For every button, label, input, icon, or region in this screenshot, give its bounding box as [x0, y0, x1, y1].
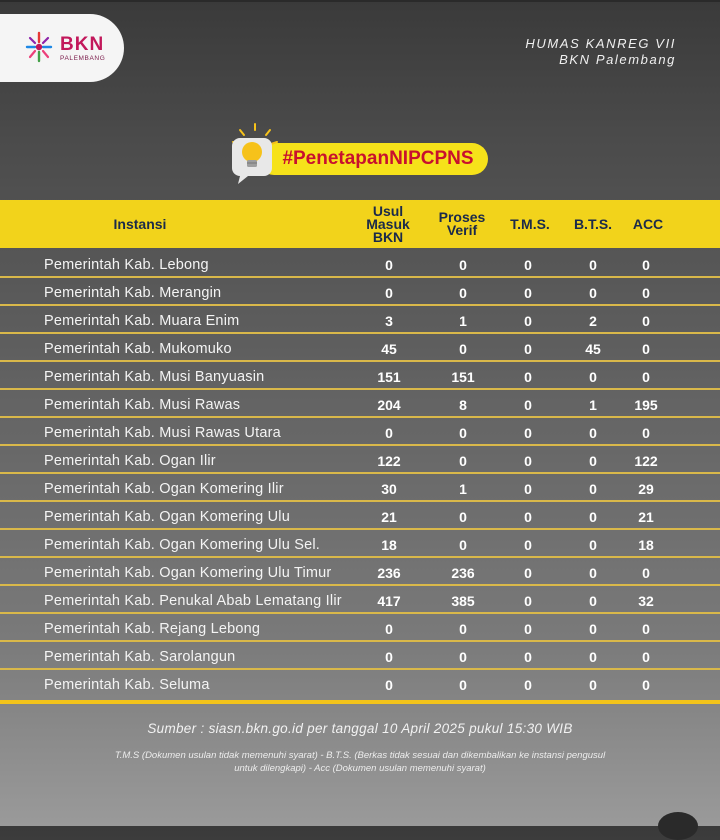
table-row: [0, 250, 720, 278]
cell-bts: 0: [589, 593, 597, 609]
cell-usul: 151: [377, 369, 401, 385]
cell-instansi: Pemerintah Kab. Muara Enim: [44, 313, 240, 329]
cell-usul: 417: [377, 593, 401, 609]
table-row: [0, 390, 720, 418]
table-row: [0, 446, 720, 474]
table-row: [0, 418, 720, 446]
cell-usul: 0: [385, 649, 393, 665]
cell-bts: 0: [589, 565, 597, 581]
table-row: [0, 334, 720, 362]
corner-decoration: [658, 812, 698, 840]
cell-acc: 21: [638, 509, 654, 525]
cell-usul: 204: [377, 397, 401, 413]
cell-instansi: Pemerintah Kab. Ogan Komering Ulu Timur: [44, 565, 332, 581]
logo-subtitle: PALEMBANG: [60, 55, 106, 62]
cell-acc: 0: [642, 369, 650, 385]
cell-tms: 0: [524, 593, 532, 609]
cell-bts: 1: [589, 397, 597, 413]
lightbulb-icon: [228, 122, 282, 184]
table-row: [0, 586, 720, 614]
cell-bts: 0: [589, 481, 597, 497]
table-row: [0, 530, 720, 558]
table-row: [0, 502, 720, 530]
cell-instansi: Pemerintah Kab. Musi Rawas: [44, 397, 241, 413]
cell-proses: 0: [459, 509, 467, 525]
cell-acc: 122: [634, 453, 658, 469]
table-row: [0, 306, 720, 334]
cell-bts: 0: [589, 453, 597, 469]
cell-tms: 0: [524, 425, 532, 441]
cell-bts: 0: [589, 537, 597, 553]
header-line-1: HUMAS KANREG VII: [525, 36, 676, 51]
col-header-tms: T.M.S.: [510, 215, 550, 232]
cell-acc: 0: [642, 649, 650, 665]
hashtag-label: #PenetapanNIPCPNS: [258, 143, 488, 175]
cell-instansi: Pemerintah Kab. Ogan Komering Ilir: [44, 481, 284, 497]
cell-proses: 0: [459, 285, 467, 301]
table-row: [0, 670, 720, 698]
cell-usul: 0: [385, 285, 393, 301]
cell-usul: 0: [385, 677, 393, 693]
cell-instansi: Pemerintah Kab. Musi Rawas Utara: [44, 425, 281, 441]
cell-bts: 0: [589, 285, 597, 301]
cell-tms: 0: [524, 509, 532, 525]
bkn-logo: [0, 14, 124, 82]
cell-proses: 0: [459, 649, 467, 665]
table-row: [0, 278, 720, 306]
cell-acc: 0: [642, 341, 650, 357]
table-row: [0, 642, 720, 670]
cell-usul: 3: [385, 313, 393, 329]
cell-tms: 0: [524, 677, 532, 693]
cell-usul: 0: [385, 257, 393, 273]
source-note: Sumber : siasn.bkn.go.id per tanggal 10 April 2025 pukul 15:30 WIB: [147, 721, 573, 736]
cell-instansi: Pemerintah Kab. Seluma: [44, 677, 210, 693]
cell-proses: 236: [451, 565, 475, 581]
cell-instansi: Pemerintah Kab. Ogan Komering Ulu: [44, 509, 290, 525]
cell-proses: 151: [451, 369, 475, 385]
cell-instansi: Pemerintah Kab. Ogan Komering Ulu Sel.: [44, 537, 320, 553]
table-body: [0, 250, 720, 698]
cell-acc: 32: [638, 593, 654, 609]
cell-acc: 0: [642, 285, 650, 301]
cell-instansi: Pemerintah Kab. Sarolangun: [44, 649, 236, 665]
cell-bts: 0: [589, 257, 597, 273]
cell-proses: 0: [459, 425, 467, 441]
table-row: [0, 558, 720, 586]
cell-acc: 0: [642, 621, 650, 637]
top-border: [0, 0, 720, 2]
cell-usul: 0: [385, 425, 393, 441]
bkn-logo-icon: [22, 30, 56, 64]
cell-tms: 0: [524, 341, 532, 357]
cell-bts: 0: [589, 677, 597, 693]
cell-proses: 0: [459, 537, 467, 553]
cell-bts: 0: [589, 425, 597, 441]
cell-acc: 0: [642, 677, 650, 693]
col-header-bts: B.T.S.: [573, 215, 613, 232]
cell-instansi: Pemerintah Kab. Musi Banyuasin: [44, 369, 265, 385]
table-header: [0, 200, 720, 248]
cell-tms: 0: [524, 313, 532, 329]
cell-usul: 122: [377, 453, 401, 469]
table-row: [0, 614, 720, 642]
cell-bts: 2: [589, 313, 597, 329]
header-credit: [525, 36, 676, 68]
cell-acc: 0: [642, 565, 650, 581]
cell-tms: 0: [524, 621, 532, 637]
cell-proses: 0: [459, 257, 467, 273]
cell-tms: 0: [524, 369, 532, 385]
cell-proses: 0: [459, 341, 467, 357]
cell-bts: 0: [589, 649, 597, 665]
cell-usul: 21: [381, 509, 397, 525]
cell-acc: 0: [642, 257, 650, 273]
col-header-proses: Proses Verif: [438, 209, 486, 238]
cell-tms: 0: [524, 481, 532, 497]
cell-acc: 18: [638, 537, 654, 553]
cell-usul: 30: [381, 481, 397, 497]
cell-acc: 0: [642, 425, 650, 441]
table-bottom-bar: [0, 700, 720, 704]
cell-instansi: Pemerintah Kab. Penukal Abab Lematang Ilir: [44, 593, 342, 609]
hashtag-banner: [228, 122, 494, 184]
cell-bts: 0: [589, 509, 597, 525]
cell-proses: 1: [459, 313, 467, 329]
cell-acc: 195: [634, 397, 658, 413]
legend-note: T.M.S (Dokumen usulan tidak memenuhi syarat) - B.T.S. (Berkas tidak sesuai dan dikembalikan ke instansi pengusul untuk dilengkapi) - Acc (Dokumen usulan memenuhi syarat): [114, 750, 606, 774]
cell-tms: 0: [524, 565, 532, 581]
table-row: [0, 474, 720, 502]
cell-bts: 0: [589, 369, 597, 385]
cell-acc: 0: [642, 313, 650, 329]
cell-usul: 18: [381, 537, 397, 553]
cell-usul: 0: [385, 621, 393, 637]
cell-instansi: Pemerintah Kab. Merangin: [44, 285, 222, 301]
cell-instansi: Pemerintah Kab. Lebong: [44, 257, 209, 273]
cell-proses: 0: [459, 453, 467, 469]
cell-proses: 0: [459, 621, 467, 637]
col-header-usul: Usul Masuk BKN: [366, 202, 410, 245]
cell-bts: 0: [589, 621, 597, 637]
cell-usul: 236: [377, 565, 401, 581]
cell-tms: 0: [524, 397, 532, 413]
cell-proses: 385: [451, 593, 475, 609]
cell-acc: 29: [638, 481, 654, 497]
cell-proses: 8: [459, 397, 467, 413]
header-line-2: BKN Palembang: [559, 52, 676, 67]
cell-instansi: Pemerintah Kab. Ogan Ilir: [44, 453, 216, 469]
cell-tms: 0: [524, 285, 532, 301]
logo-wordmark: BKN: [60, 34, 105, 55]
cell-bts: 45: [585, 341, 601, 357]
cell-tms: 0: [524, 257, 532, 273]
cell-usul: 45: [381, 341, 397, 357]
cell-tms: 0: [524, 537, 532, 553]
cell-proses: 0: [459, 677, 467, 693]
cell-tms: 0: [524, 649, 532, 665]
cell-proses: 1: [459, 481, 467, 497]
col-header-instansi: Instansi: [113, 215, 167, 232]
cell-instansi: Pemerintah Kab. Mukomuko: [44, 341, 232, 357]
col-header-acc: ACC: [632, 215, 664, 232]
cell-instansi: Pemerintah Kab. Rejang Lebong: [44, 621, 261, 637]
cell-tms: 0: [524, 453, 532, 469]
table-row: [0, 362, 720, 390]
